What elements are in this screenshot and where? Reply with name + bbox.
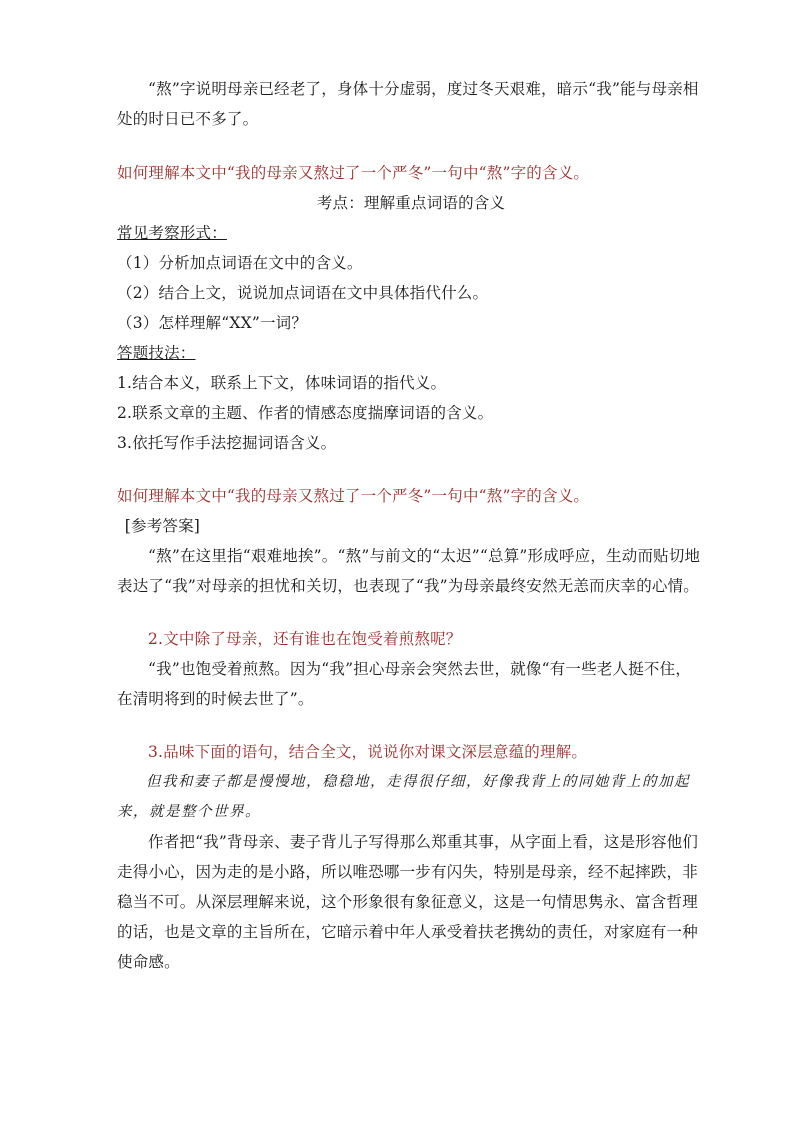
- reference-answer-text: “熬”在这里指“艰难地挨”。“熬”与前文的“太迟”“总算”形成呼应，生动而贴切地表达了“我”对母亲的担忧和关切，也表现了“我”为母亲最终安然无恙而庆幸的心情。: [117, 547, 701, 595]
- question-heading-3: 2.文中除了母亲，还有谁也在饱受着煎熬呢？: [148, 630, 462, 648]
- form-item-2: （2）结合上文，说说加点词语在文中具体指代什么。: [117, 284, 489, 302]
- quoted-sentence: 但我和妻子都是慢慢地，稳稳地，走得很仔细，好像我背上的同她背上的加起来，就是整个世界。: [117, 774, 690, 820]
- method-heading: 答题技法：: [117, 344, 196, 362]
- answer-text-3: “我”也饱受着煎熬。因为“我”担心母亲会突然去世，就像“有一些老人挺不住，在清明将到的时候去世了”。: [117, 660, 692, 708]
- document-page: [117, 74, 705, 977]
- answer-text-4: 作者把“我”背母亲、妻子背儿子写得那么郑重其事，从字面上看，这是形容他们走得小心，因为走的是小路，所以唯恐哪一步有闪失，特别是母亲，经不起摔跌，非稳当不可。从深层理解来说，这个形象很有象征意义，这是一句情思隽永、富含哲理的话，也是文章的主旨所在，它暗示着中年人承受着扶老携幼的责任，对家庭有一种使命感。: [117, 833, 699, 971]
- question-heading-2: 如何理解本文中“我的母亲又熬过了一个严冬”一句中“熬”字的含义。: [117, 487, 590, 505]
- method-item-2: 2.联系文章的主题、作者的情感态度揣摩词语的含义。: [117, 404, 494, 422]
- question-heading-1: 如何理解本文中“我的母亲又熬过了一个严冬”一句中“熬”字的含义。: [117, 164, 590, 182]
- forms-heading: 常见考察形式：: [117, 224, 227, 242]
- method-item-3: 3.依托写作手法挖掘词语含义。: [117, 434, 337, 452]
- question-heading-4: 3.品味下面的语句，结合全文，说说你对课文深层意蕴的理解。: [148, 743, 588, 761]
- explanation-paragraph: “熬”字说明母亲已经老了，身体十分虚弱，度过冬天艰难，暗示“我”能与母亲相处的时日已不多了。: [117, 80, 699, 128]
- kaodian-label: 考点：理解重点词语的含义: [316, 194, 506, 212]
- method-item-1: 1.结合本义，联系上下文，体味词语的指代义。: [117, 374, 447, 392]
- form-item-1: （1）分析加点词语在文中的含义。: [117, 254, 363, 272]
- reference-answer-label: [参考答案]: [124, 517, 201, 535]
- form-item-3: （3）怎样理解“XX”一词？: [117, 314, 308, 332]
